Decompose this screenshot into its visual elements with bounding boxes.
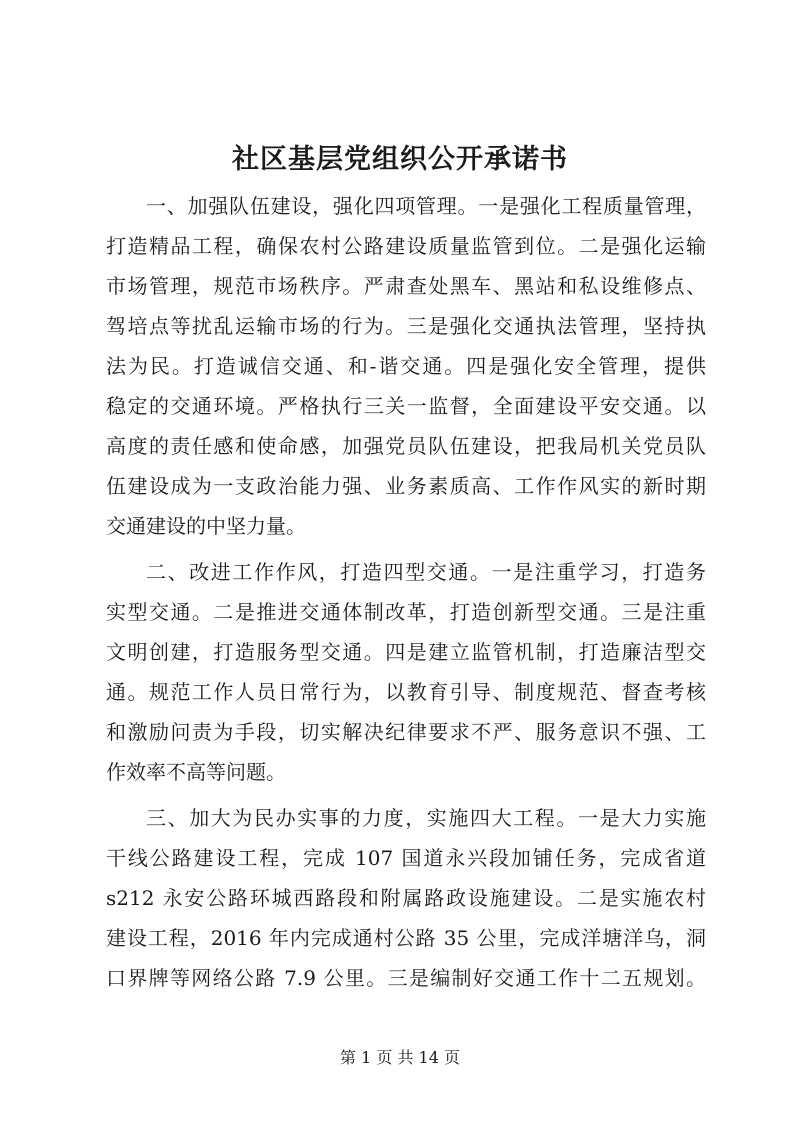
text-line: 文明创建，打造服务型交通。四是建立监管机制，打造廉洁型交 — [106, 640, 706, 664]
text-line: 干线公路建设工程，完成 107 国道永兴段加铺任务，完成省道 — [106, 846, 706, 870]
document-body — [106, 186, 706, 998]
text-line: 口界牌等网络公路 7.9 公里。三是编制好交通工作十二五规划。 — [106, 966, 706, 990]
text-line: 法为民。打造诚信交通、和-谐交通。四是强化安全管理，提供 — [106, 354, 706, 378]
page-footer: 第 1 页 共 14 页 — [340, 1048, 460, 1067]
text-line: 三、加大为民办实事的力度，实施四大工程。一是大力实施 — [146, 806, 706, 830]
text-line: 实型交通。二是推进交通体制改革，打造创新型交通。三是注重 — [106, 600, 706, 624]
text-line: s212 永安公路环城西路段和附属路政设施建设。二是实施农村 — [106, 886, 706, 910]
text-line: 伍建设成为一支政治能力强、业务素质高、工作作风实的新时期 — [106, 474, 706, 498]
text-line: 交通建设的中坚力量。 — [106, 514, 306, 538]
text-line: 市场管理，规范市场秩序。严肃查处黑车、黑站和私设维修点、 — [106, 274, 706, 298]
text-line: 高度的责任感和使命感，加强党员队伍建设，把我局机关党员队 — [106, 434, 706, 458]
document-title: 社区基层党组织公开承诺书 — [232, 144, 568, 175]
text-line: 通。规范工作人员日常行为，以教育引导、制度规范、督查考核 — [106, 680, 706, 704]
text-line: 打造精品工程，确保农村公路建设质量监管到位。二是强化运输 — [106, 234, 706, 258]
text-line: 二、改进工作作风，打造四型交通。一是注重学习，打造务 — [146, 560, 706, 584]
text-line: 稳定的交通环境。严格执行三关一监督，全面建设平安交通。以 — [106, 394, 706, 418]
text-line: 建设工程，2016 年内完成通村公路 35 公里，完成洋塘洋乌，洞 — [106, 926, 706, 950]
text-line: 驾培点等扰乱运输市场的行为。三是强化交通执法管理，坚持执 — [106, 314, 706, 338]
text-line: 和激励问责为手段，切实解决纪律要求不严、服务意识不强、工 — [106, 720, 706, 744]
text-line: 作效率不高等问题。 — [106, 760, 286, 784]
text-line: 一、加强队伍建设，强化四项管理。一是强化工程质量管理， — [146, 194, 706, 218]
paragraph-2 — [106, 552, 706, 792]
paragraph-3 — [106, 798, 706, 998]
paragraph-1 — [106, 186, 706, 546]
